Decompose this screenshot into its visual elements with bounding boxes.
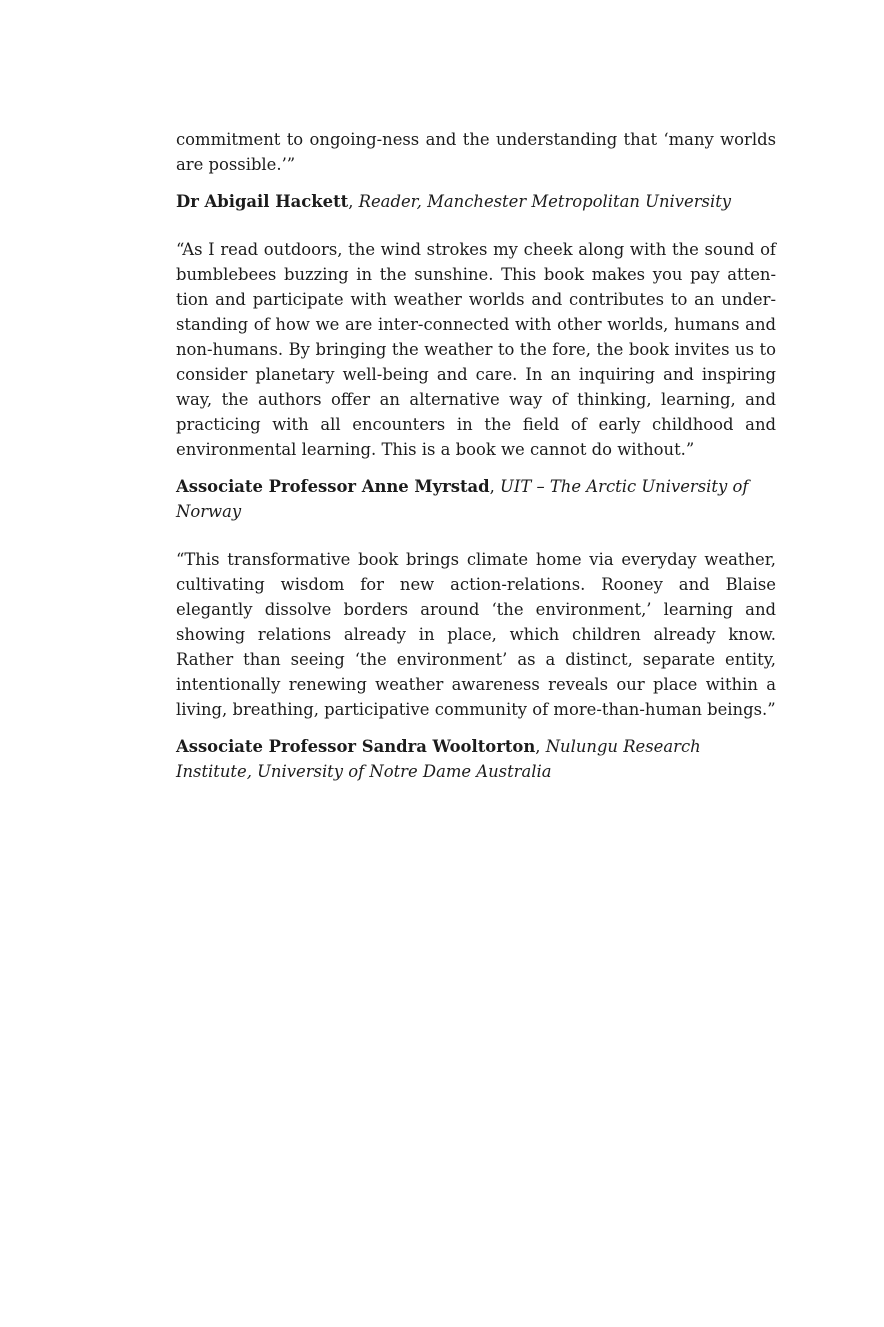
endorsement-quote: “As I read outdoors, the wind strokes my cheek along with the sound of bumblebees buzzing in the sunshine. This book makes you pay attention and participate with weather worlds and contributes to an understanding of how we are inter-connected with other worlds, humans and non-humans. By bringing the weather to the fore, the book invites us to consider planetary well-being and care. In an inquiring and inspiring way, the authors offer an alternative way of thinking, learning, and practicing with all encounters in the field of early childhood and environmental learning. This is a book we cannot do without.”	[176, 240, 776, 459]
endorsement-attribution	[176, 734, 776, 784]
attribution-separator: ,	[489, 477, 501, 496]
attribution-separator: ,	[535, 737, 546, 756]
endorsement-quote: “This transformative book brings climate home via everyday weather, cultivating wisdom for new action-relations. Rooney and Blaise elegantly dissolve borders around ‘the environment,’ learning and showing relations already in place, which children already know. Rather than seeing ‘the environment’ as a distinct, separate entity, intentionally renewing weather awareness reveals our place within a living, breathing, participative community of more-than-human beings.”	[176, 550, 776, 719]
endorsement-attribution	[176, 474, 776, 524]
attribution-separator: ,	[348, 192, 359, 211]
endorser-name: Associate Professor Sandra Wooltorton	[176, 737, 536, 756]
endorser-affiliation: Nulungu Research Institute, University of Notre Dame Australia	[176, 737, 701, 781]
endorsement-quote: commitment to ongoing-ness and the understanding that ‘many worlds are possible.’”	[176, 130, 776, 174]
endorser-affiliation: Reader, Manchester Metropolitan University	[358, 192, 732, 211]
endorsement-attribution	[176, 189, 776, 214]
endorser-name: Dr Abigail Hackett	[176, 192, 349, 211]
endorser-name: Associate Professor Anne Myrstad	[176, 477, 490, 496]
endorser-affiliation: UIT – The Arctic University of Norway	[176, 477, 749, 521]
endorsements	[176, 127, 776, 784]
